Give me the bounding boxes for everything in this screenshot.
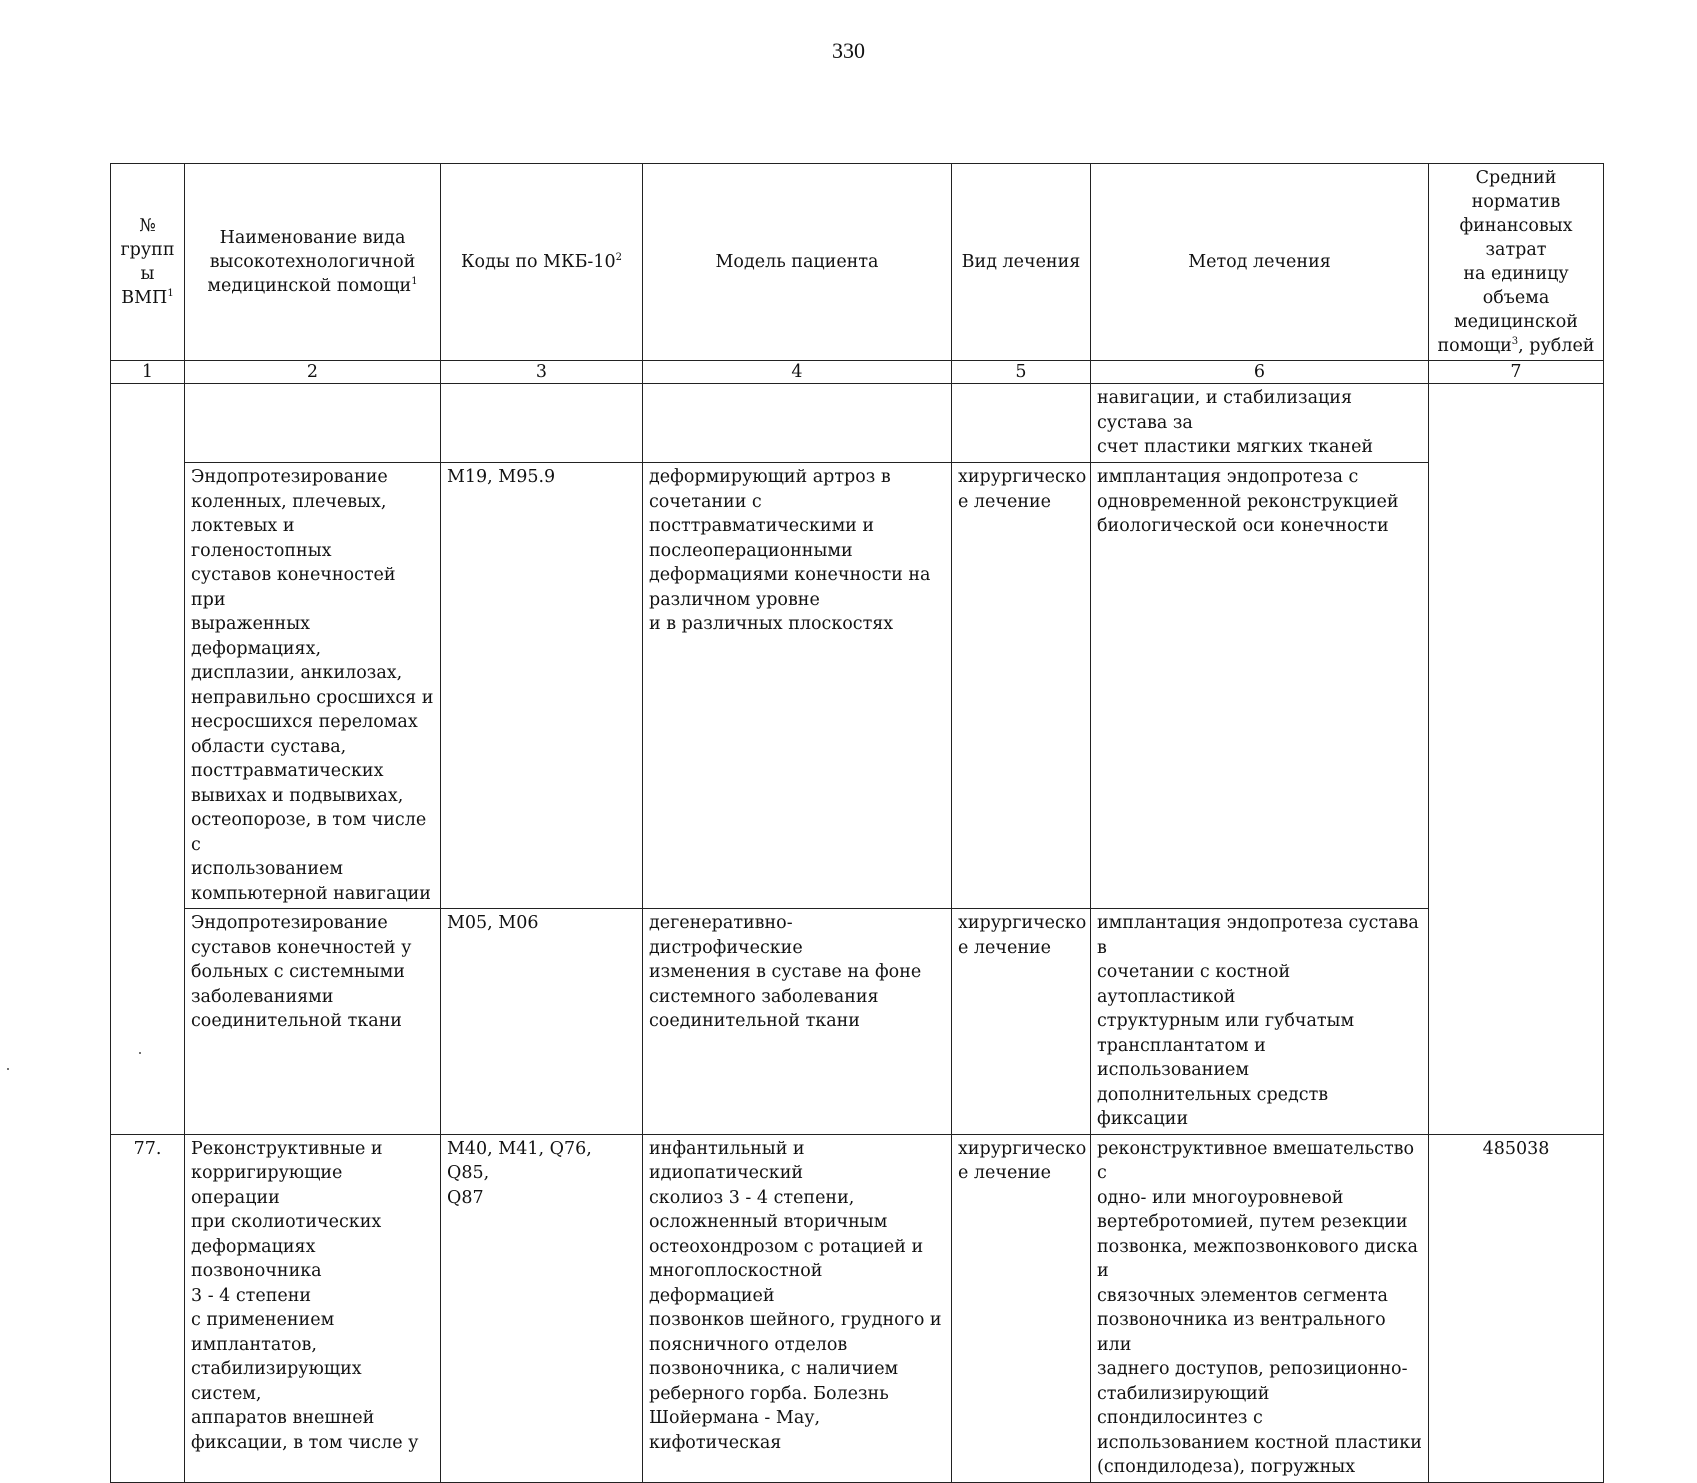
header-treatment-type-text: Вид лечения	[961, 252, 1081, 272]
scan-speck	[7, 1068, 9, 1070]
cell-icd-codes: M05, M06	[441, 909, 643, 1135]
cell-treatment-type	[952, 384, 1091, 463]
scan-speck	[139, 1052, 141, 1054]
header-patient-model-text: Модель пациента	[715, 252, 879, 272]
header-icd-codes-text: Коды по МКБ-10	[461, 252, 616, 272]
table-row	[111, 1134, 1604, 1482]
header-patient-model	[643, 164, 952, 361]
cell-treatment-type: хирургическо е лечение	[952, 909, 1091, 1135]
cell-patient-model: инфантильный и идиопатический сколиоз 3 - 4 степени, осложненный вторичным остеохондрозом с ротацией и многоплоскостной деформацией позвонков шейного, грудного и поясничного отделов позвоночника, с наличием реберного горба. Болезнь Шойермана - Мау, кифотическая	[643, 1134, 952, 1482]
cell-patient-model: деформирующий артроз в сочетании с посттравматическими и послеоперационными деформациями конечности на различном уровне и в различных плоскостях	[643, 463, 952, 909]
header-icd-codes	[441, 164, 643, 361]
footnote-marker: 1	[167, 288, 174, 300]
cell-treatment-method: имплантация эндопротеза с одновременной реконструкцией биологической оси конечности	[1091, 463, 1429, 909]
column-number: 4	[643, 361, 952, 384]
footnote-marker: 3	[1511, 336, 1519, 348]
header-treatment-type	[952, 164, 1091, 361]
cell-icd-codes: M40, M41, Q76, Q85, Q87	[441, 1134, 643, 1482]
header-care-type-text: Наименование вида высокотехнологичной медицинской помощи	[207, 228, 416, 296]
footnote-marker: 2	[615, 252, 622, 264]
header-treatment-method	[1091, 164, 1429, 361]
column-number: 5	[952, 361, 1091, 384]
header-group-number	[111, 164, 185, 361]
table-row	[111, 909, 1604, 1135]
cell-care-type: Эндопротезирование суставов конечностей у больных с системными заболеваниями соединительной ткани	[185, 909, 441, 1135]
column-number: 3	[441, 361, 643, 384]
page-number: 330	[832, 38, 865, 63]
cell-treatment-type: хирургическо е лечение	[952, 463, 1091, 909]
cell-icd-codes: M19, M95.9	[441, 463, 643, 909]
cell-treatment-method: навигации, и стабилизация сустава за счет пластики мягких тканей	[1091, 384, 1429, 463]
cell-care-type: Реконструктивные и корригирующие операции при сколиотических деформациях позвоночника 3 - 4 степени с применением имплантатов, стабилизирующих систем, аппаратов внешней фиксации, в том числе у	[185, 1134, 441, 1482]
cell-group-number: 77.	[111, 1134, 185, 1482]
table-row	[111, 463, 1604, 909]
cell-patient-model: дегенеративно-дистрофические изменения в суставе на фоне системного заболевания соединительной ткани	[643, 909, 952, 1135]
cell-cost-standard: 485038	[1429, 1134, 1604, 1482]
cell-group-number	[111, 384, 185, 1135]
column-number: 1	[111, 361, 185, 384]
header-group-number-text: № групп ы ВМП	[120, 216, 175, 308]
cell-treatment-method: реконструктивное вмешательство с одно- или многоуровневой вертебротомией, путем резекции позвонка, межпозвонкового диска и связочных элементов сегмента позвоночника из вентрального или заднего доступов, репозиционно- стабилизирующий спондилосинтез с использованием костной пластики (спондилодеза), погружных	[1091, 1134, 1429, 1482]
cell-cost-standard	[1429, 384, 1604, 1135]
header-row	[111, 164, 1604, 361]
table-row-continuation	[111, 384, 1604, 463]
medical-care-table	[110, 163, 1604, 1483]
column-number: 6	[1091, 361, 1429, 384]
header-care-type	[185, 164, 441, 361]
header-treatment-method-text: Метод лечения	[1188, 252, 1331, 272]
column-number: 2	[185, 361, 441, 384]
header-cost-standard-text-b: , рублей	[1518, 336, 1595, 356]
cell-patient-model	[643, 384, 952, 463]
cell-treatment-method: имплантация эндопротеза сустава в сочетании с костной аутопластикой структурным или губчатым трансплантатом и использованием дополнительных средств фиксации	[1091, 909, 1429, 1135]
header-cost-standard	[1429, 164, 1604, 361]
cell-icd-codes	[441, 384, 643, 463]
cell-treatment-type: хирургическо е лечение	[952, 1134, 1091, 1482]
cell-care-type	[185, 384, 441, 463]
footnote-marker: 1	[411, 276, 418, 288]
cell-care-type: Эндопротезирование коленных, плечевых, локтевых и голеностопных суставов конечностей при выраженных деформациях, дисплазии, анкилозах, неправильно сросшихся и несросшихся переломах области сустава, посттравматических вывихах и подвывихах, остеопорозе, в том числе с использованием компьютерной навигации	[185, 463, 441, 909]
header-cost-standard-text-a: Средний норматив финансовых затрат на единицу объема медицинской помощи	[1437, 168, 1578, 356]
column-numbers-row	[111, 361, 1604, 384]
column-number: 7	[1429, 361, 1604, 384]
